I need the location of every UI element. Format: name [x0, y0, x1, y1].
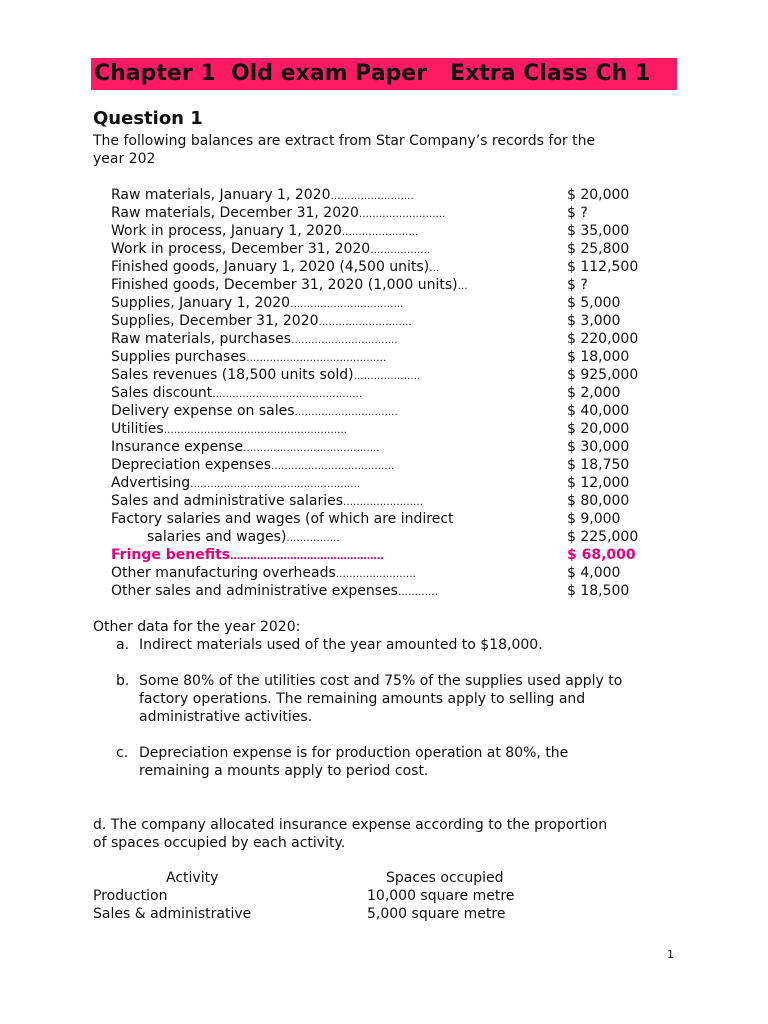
balance-row-highlighted: Fringe benefits………………………………………. $ 68,000	[111, 547, 636, 563]
balance-row: Finished goods, December 31, 2020 (1,000 units)… $ ?	[111, 277, 588, 293]
balance-amount: $ 18,750	[567, 457, 630, 473]
balance-row: Delivery expense on sales…………………………. $ 40,000	[111, 403, 630, 419]
intro-line-1: The following balances are extract from Star Company’s records for the	[93, 133, 596, 149]
balance-amount: $ 80,000	[567, 493, 630, 509]
balance-amount: $ 20,000	[567, 421, 630, 437]
other-data-intro: Other data for the year 2020:	[93, 619, 301, 635]
balance-row: Supplies purchases…………………………………… $ 18,000	[111, 349, 630, 365]
balance-amount: $ 20,000	[567, 187, 630, 203]
balance-amount: $ 3,000	[567, 313, 621, 329]
balance-amount: $ 925,000	[567, 367, 639, 383]
balance-amount: $ 5,000	[567, 295, 621, 311]
balance-amount: $ 30,000	[567, 439, 630, 455]
balance-amount: $ 9,000	[567, 511, 621, 527]
balance-row: Advertising…………………………………………… $ 12,000	[111, 475, 630, 491]
balance-row: Finished goods, January 1, 2020 (4,500 units)… $ 112,500	[111, 259, 639, 275]
balance-row: Work in process, December 31, 2020……………… $ 25,800	[111, 241, 630, 257]
balance-row: Raw materials, December 31, 2020…………………….. $ ?	[111, 205, 588, 221]
balance-row: Utilities………………………………………………. $ 20,000	[111, 421, 630, 437]
balance-row: Sales discount……………………………………… $ 2,000	[111, 385, 621, 401]
balance-amount: $ 68,000	[567, 547, 636, 563]
item-d-line-2: of spaces occupied by each activity.	[93, 835, 346, 851]
balance-row: Other manufacturing overheads…………………… $ 4,000	[111, 565, 621, 581]
balance-amount: $ 220,000	[567, 331, 639, 347]
balances-list	[111, 186, 671, 600]
balance-row: Raw materials, January 1, 2020……………………. $ 20,000	[111, 187, 630, 203]
balance-row: Raw materials, purchases………………………….. $ 220,000	[111, 331, 639, 347]
table-cell: 10,000 square metre	[367, 888, 515, 904]
balance-row: Work in process, January 1, 2020………………….. $ 35,000	[111, 223, 630, 239]
page-title: Chapter 1 Old exam Paper Extra Class Ch 1	[94, 61, 651, 86]
balance-amount: $ ?	[567, 205, 588, 221]
balance-amount: $ 4,000	[567, 565, 621, 581]
balance-row: Supplies, January 1, 2020……………………………. $ 5,000	[111, 295, 621, 311]
item-d-line-1: d. The company allocated insurance expense according to the proportion	[93, 817, 608, 833]
page-number: 1	[667, 948, 674, 961]
balance-amount: $ 40,000	[567, 403, 630, 419]
table-cell: Sales & administrative	[93, 906, 252, 922]
balance-amount: $ 18,500	[567, 583, 630, 599]
balance-amount: $ 225,000	[567, 529, 639, 545]
table-cell: Production	[93, 888, 168, 904]
balance-row: Factory salaries and wages (of which are indirect $ 9,000	[111, 511, 621, 527]
balance-amount: $ 12,000	[567, 475, 630, 491]
balance-row: salaries and wages)……………. $ 225,000	[147, 529, 639, 545]
table-header-spaces: Spaces occupied	[386, 870, 504, 886]
balance-row: Insurance expense………………………………….. $ 30,000	[111, 439, 630, 455]
balance-amount: $ ?	[567, 277, 588, 293]
intro-line-2: year 202	[93, 151, 156, 167]
balance-row: Other sales and administrative expenses………… $ 18,500	[111, 583, 630, 599]
balance-row: Sales revenues (18,500 units sold)……………….. $ 925,000	[111, 367, 639, 383]
balance-amount: $ 35,000	[567, 223, 630, 239]
balance-row: Supplies, December 31, 2020………………………. $ 3,000	[111, 313, 621, 329]
table-cell: 5,000 square metre	[367, 906, 506, 922]
table-header-activity: Activity	[166, 870, 219, 886]
question-title: Question 1	[93, 108, 203, 129]
balance-amount: $ 112,500	[567, 259, 639, 275]
balance-row: Depreciation expenses………………………………. $ 18,750	[111, 457, 630, 473]
balance-row: Sales and administrative salaries…………………… $ 80,000	[111, 493, 630, 509]
balance-amount: $ 2,000	[567, 385, 621, 401]
balance-amount: $ 18,000	[567, 349, 630, 365]
balance-amount: $ 25,800	[567, 241, 630, 257]
